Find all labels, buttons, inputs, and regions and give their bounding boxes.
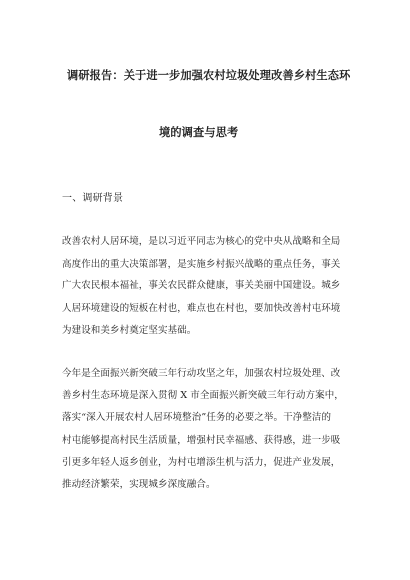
paragraph-1-line-4: 人居环境建设的短板在村也，难点也在村也，要加快改善村屯环境 — [62, 303, 341, 314]
document-title-line-2: 境的调查与思考 — [159, 125, 239, 139]
paragraph-2-line-5: 引更多年轻人返乡创业，为村屯增添生机与活力，促进产业发展， — [62, 457, 341, 468]
paragraph-1-line-1: 改善农村人居环境，是以习近平同志为核心的党中央从战略和全局 — [62, 236, 341, 247]
paragraph-1-line-5: 为建设和美乡村奠定坚实基础。 — [62, 325, 197, 336]
paragraph-1-line-2: 高度作出的重大决策部署，是实施乡村振兴战略的重点任务，事关 — [62, 259, 341, 270]
paragraph-1-line-3: 广大农民根本福祉，事关农民群众健康，事关美丽中国建设。城乡 — [62, 280, 341, 291]
paragraph-2-line-1: 今年是全面振兴新突破三年行动攻坚之年，加强农村垃圾处理、改 — [62, 368, 341, 379]
paragraph-2-line-6: 推动经济繁荣，实现城乡深度融合。 — [62, 479, 216, 490]
paragraph-2-line-3: 落实“深入开展农村人居环境整治”任务的必要之举。干净整洁的 — [62, 412, 332, 423]
section-heading-background: 一、调研背景 — [62, 193, 124, 204]
document-title-line-1: 调研报告：关于进一步加强农村垃圾处理改善乡村生态环 — [67, 68, 351, 82]
paragraph-2-line-2: 善乡村生态环境是深入贯彻 X 市全面振兴新突破三年行动方案中， — [62, 390, 344, 401]
paragraph-2-line-4: 村屯能够提高村民生活质量，增强村民幸福感、获得感，进一步吸 — [62, 435, 341, 446]
